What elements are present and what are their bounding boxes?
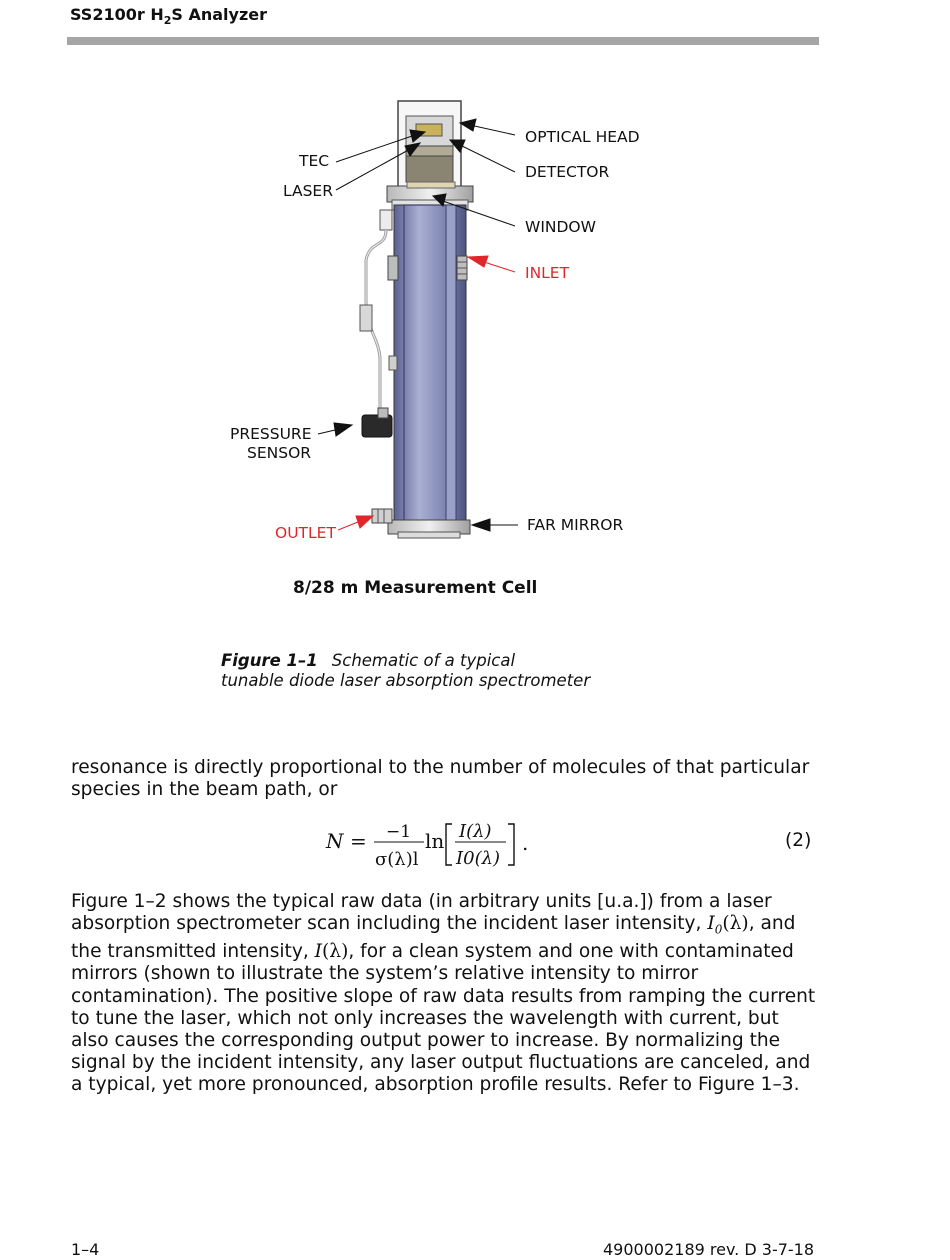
outlet-arrow — [356, 516, 373, 528]
eq-frac-bottom: I0(λ) — [456, 848, 501, 869]
eq-period: . — [522, 831, 529, 855]
eq-left-bracket — [446, 824, 452, 865]
optical-head-housing — [398, 101, 461, 189]
pressure-sensor — [362, 408, 392, 437]
page-number: 1–4 — [71, 1240, 100, 1259]
label-tec: TEC — [299, 152, 330, 170]
label-outlet: OUTLET — [275, 524, 336, 542]
label-window: WINDOW — [525, 218, 596, 236]
pressure-tubing — [360, 210, 398, 410]
inlet-arrow — [468, 256, 488, 267]
document-revision: 4900002189 rev. D 3-7-18 — [603, 1240, 815, 1259]
paragraph-line: Figure 1–2 shows the typical raw data (in arbitrary units [u.a.]) from a laser — [71, 891, 772, 912]
eq-denominator: σ(λ)l — [375, 849, 419, 870]
eq-numerator: −1 — [386, 822, 412, 842]
eq-right-bracket — [508, 824, 514, 865]
equation-number: (2) — [785, 830, 812, 851]
far-mirror-arrow — [472, 519, 490, 531]
eq-lhs: N — [326, 829, 344, 853]
optical-head-arrow — [460, 119, 476, 131]
eq-frac-top: I(λ) — [459, 821, 492, 842]
paragraph-line: signal by the incident intensity, any laser output fluctuations are canceled, and — [71, 1052, 811, 1074]
paragraph-line: to tune the laser, which not only increases the wavelength with current, but — [71, 1007, 779, 1029]
caption-line-1: Schematic of a typical — [331, 651, 516, 670]
paragraph-1 — [71, 757, 831, 801]
label-pressure: PRESSURE — [230, 425, 312, 443]
paragraph-line: also causes the corresponding output power to increase. By normalizing the — [71, 1029, 781, 1051]
label-far-mirror: FAR MIRROR — [527, 516, 624, 534]
figure-caption — [221, 651, 590, 691]
cell-title: 8/28 m Measurement Cell — [293, 578, 538, 598]
inlet-leader — [484, 262, 515, 272]
pressure-sensor-leader — [318, 430, 335, 434]
label-detector: DETECTOR — [525, 163, 610, 181]
inlet-fitting — [457, 256, 467, 280]
outlet-leader — [338, 522, 358, 530]
label-optical-head: OPTICAL HEAD — [525, 128, 640, 146]
label-inlet: INLET — [525, 264, 570, 282]
symbol-i0: I — [707, 913, 715, 935]
eq-equals: = — [350, 829, 367, 853]
paragraph-line: a typical, yet more pronounced, absorption profile results. Refer to Figure 1–3. — [71, 1074, 800, 1096]
paragraph-2 — [71, 891, 831, 1097]
pressure-sensor-arrow — [334, 423, 352, 436]
figure-number: Figure 1–1 — [221, 651, 318, 670]
paragraph-line: contamination). The positive slope of raw data results from ramping the current — [71, 985, 816, 1007]
running-header: SS2100r $H_2S$ Analyzer — [70, 5, 268, 28]
paragraph-line: absorption spectrometer scan including the incident laser intensity, $I_0(\lambda)$, and — [71, 913, 796, 937]
label-sensor: SENSOR — [247, 444, 312, 462]
label-laser: LASER — [283, 182, 333, 200]
caption-line-2: tunable diode laser absorption spectrometer — [221, 671, 591, 690]
eq-ln: ln — [425, 829, 445, 853]
paragraph-line: species in the beam path, or — [71, 779, 338, 801]
paragraph-line: resonance is directly proportional to the number of molecules of that particular — [71, 757, 810, 778]
paragraph-line: the transmitted intensity, I(λ), for a clean system and one with contaminated — [71, 941, 794, 963]
optical-head-leader — [470, 125, 515, 135]
symbol-i: I — [314, 941, 323, 963]
cell-tube — [388, 205, 470, 538]
detector-leader — [460, 145, 515, 172]
outlet-fitting — [372, 509, 392, 523]
paragraph-line: mirrors (shown to illustrate the system’s relative intensity to mirror — [71, 963, 699, 985]
